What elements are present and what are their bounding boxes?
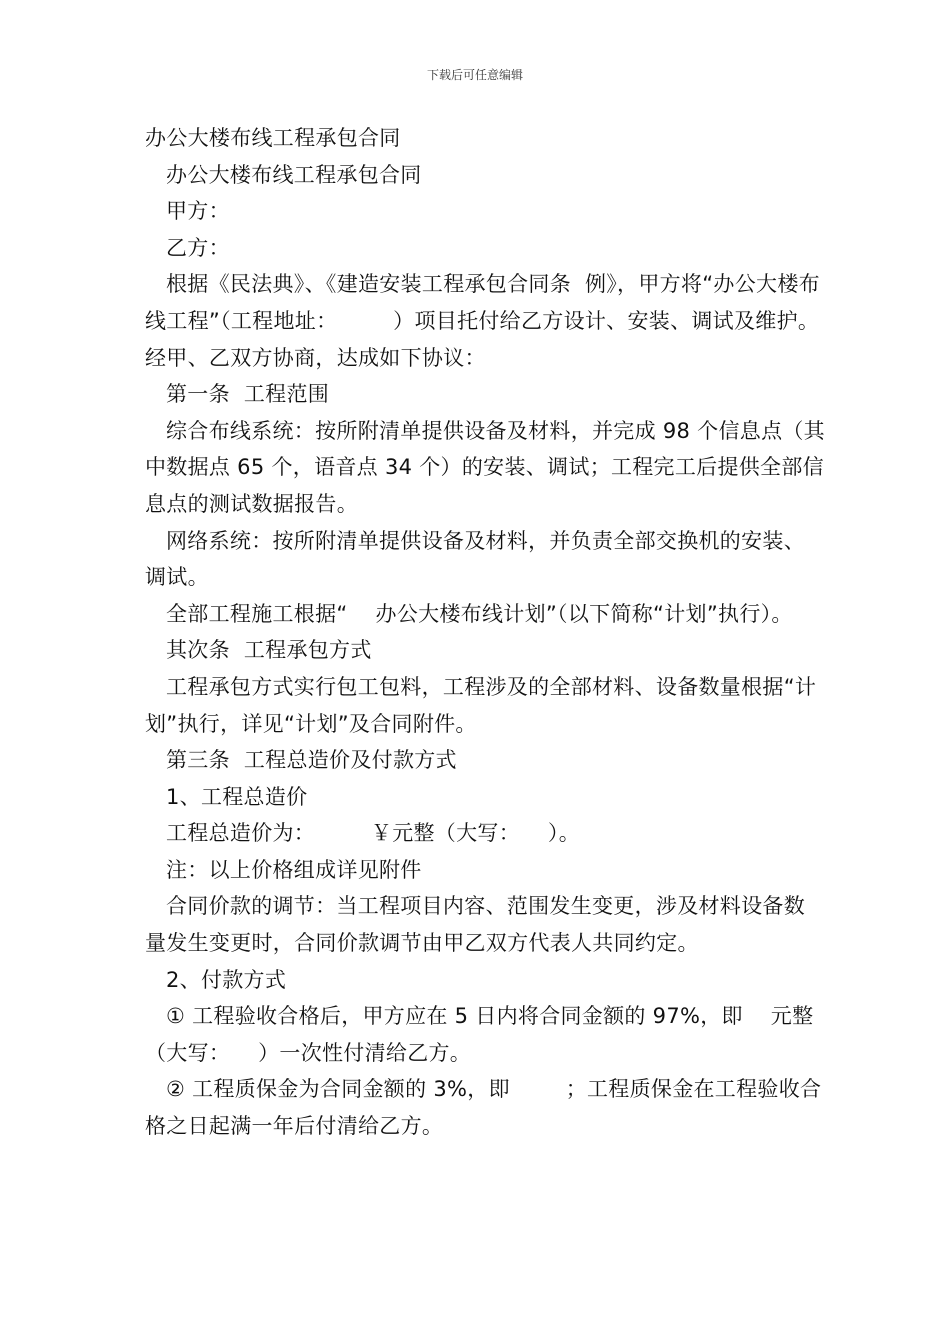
party-a-line: 甲方： (166, 199, 230, 224)
article-3-heading: 第三条 工程总造价及付款方式 (166, 748, 457, 773)
total-cost-subheading: 1、工程总造价 (166, 784, 308, 809)
article-2-heading: 其次条 工程承包方式 (166, 638, 372, 663)
payment-item-1: ① 工程验收合格后，甲方应在 5 日内将合同金额的 97%，即 元整（大写： ）一次性付清给乙方。 (145, 1004, 814, 1065)
contract-method-paragraph: 工程承包方式实行包工包料，工程涉及的全部材料、设备数量根据“计划”执行，详见“计划”及合同附件。 (145, 674, 817, 736)
contract-title: 办公大楼布线工程承包合同 (166, 162, 422, 187)
total-cost-line: 工程总造价为： ￥元整（大写： ）。 (166, 821, 581, 846)
network-system-paragraph: 网络系统：按所附清单提供设备及材料，并负责全部交换机的安装、调试。 (145, 528, 805, 590)
document-title: 办公大楼布线工程承包合同 (145, 126, 401, 150)
payment-method-subheading: 2、付款方式 (166, 967, 287, 992)
preamble-paragraph: 根据《民法典》、《建造安装工程承包合同条 例》，甲方将“办公大楼布线工程”（工程地址： ）项目托付给乙方设计、安装、调试及维护。经甲、乙双方协商，达成如下协议： (145, 272, 820, 370)
price-note-line: 注：以上价格组成详见附件 (166, 857, 422, 882)
document-body (145, 120, 825, 1145)
payment-item-2: ② 工程质保金为合同金额的 3%，即 ；工程质保金在工程验收合格之日起满一年后付清给乙方。 (145, 1077, 822, 1139)
page-header-note: 下载后可任意编辑 (426, 68, 523, 82)
price-adjustment-paragraph: 合同价款的调节：当工程项目内容、范围发生变更，涉及材料设备数量发生变更时，合同价款调节由甲乙双方代表人共同约定。 (145, 894, 805, 956)
cabling-system-paragraph: 综合布线系统：按所附清单提供设备及材料，并完成 98 个信息点（其中数据点 65 个，语音点 34 个）的安装、调试；工程完工后提供全部信息点的测试数据报告。 (145, 418, 825, 516)
construction-plan-paragraph: 全部工程施工根据“ 办公大楼布线计划”（以下简称“计划”执行）。 (166, 601, 793, 626)
party-b-line: 乙方： (166, 235, 230, 260)
article-1-heading: 第一条 工程范围 (166, 382, 330, 407)
